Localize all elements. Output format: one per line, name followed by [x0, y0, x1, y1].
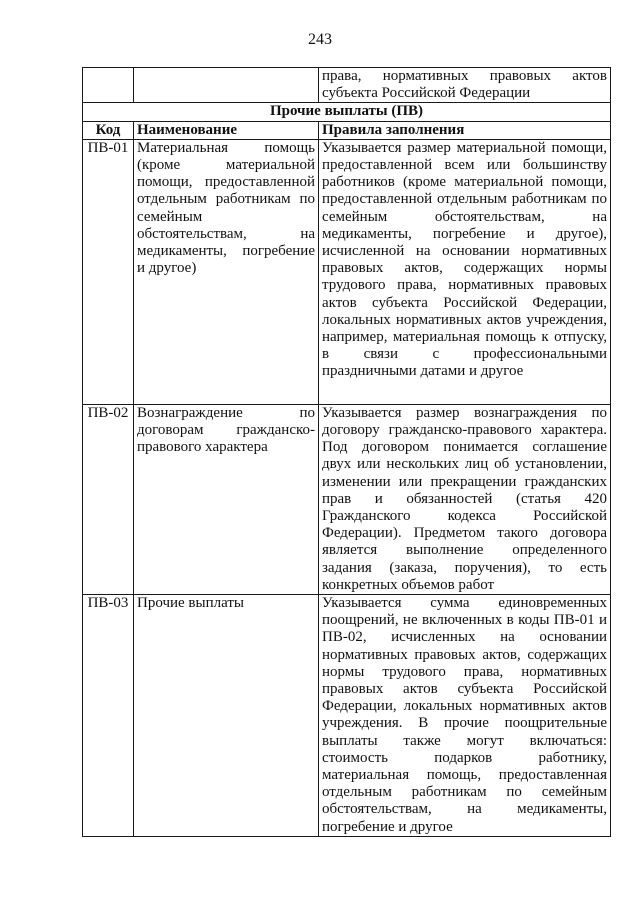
column-header-row: [83, 121, 611, 139]
table-row: [83, 595, 611, 837]
row-code: ПВ-01: [83, 139, 134, 404]
row-name: Материальная помощь (кроме материальной помощи, предоставленной отдельным работникам по семейным обстоятельствам, на медикаменты, погребение и другое): [134, 139, 319, 404]
row-name: Прочие выплаты: [134, 595, 319, 837]
column-header-name: Наименование: [134, 121, 319, 139]
table-row: [83, 139, 611, 404]
row-name: Вознаграждение по договорам гражданско-правового характера: [134, 404, 319, 594]
section-title-row: [83, 103, 611, 121]
column-header-code: Код: [83, 121, 134, 139]
continuation-code-cell: [83, 68, 134, 103]
payments-table: [82, 67, 611, 837]
page-number: 243: [308, 31, 332, 48]
section-title: Прочие выплаты (ПВ): [83, 103, 611, 121]
continuation-row: [83, 68, 611, 103]
continuation-name-cell: [134, 68, 319, 103]
row-rules: Указывается сумма единовременных поощрений, не включенных в коды ПВ-01 и ПВ-02, исчисленных на основании нормативных правовых актов, содержащих нормы трудового права, нормативных правовых актов субъекта Российской Федерации, локальных нормативных актов учреждения. В прочие поощрительные выплаты также могут включаться: стоимость подарков работнику, материальная помощь, предоставленная отдельным работникам по семейным обстоятельствам, на медикаменты, погребение и другое: [319, 595, 611, 837]
table-row: [83, 404, 611, 594]
row-code: ПВ-03: [83, 595, 134, 837]
continuation-rules-cell: права, нормативных правовых актов субъекта Российской Федерации: [319, 68, 611, 103]
row-rules: Указывается размер материальной помощи, предоставленной всем или большинству работников (кроме материальной помощи, предоставленной отдельным работникам по семейным обстоятельствам, на медикаменты, погребение и другое), исчисленной на основании нормативных правовых актов, содержащих нормы трудового права, нормативных правовых актов субъекта Российской Федерации, локальных нормативных актов учреждения, например, материальная помощь к отпуску, в связи с профессиональными праздничными датами и другое: [319, 139, 611, 404]
column-header-rules: Правила заполнения: [319, 121, 611, 139]
row-rules: Указывается размер вознаграждения по договору гражданско-правового характера. Под договором понимается соглашение двух или нескольких лиц об установлении, изменении или прекращении гражданских прав и обязанностей (статья 420 Гражданского кодекса Российской Федерации). Предметом такого договора является выполнение определенного задания (заказа, поручения), то есть конкретных объемов работ: [319, 404, 611, 594]
row-code: ПВ-02: [83, 404, 134, 594]
